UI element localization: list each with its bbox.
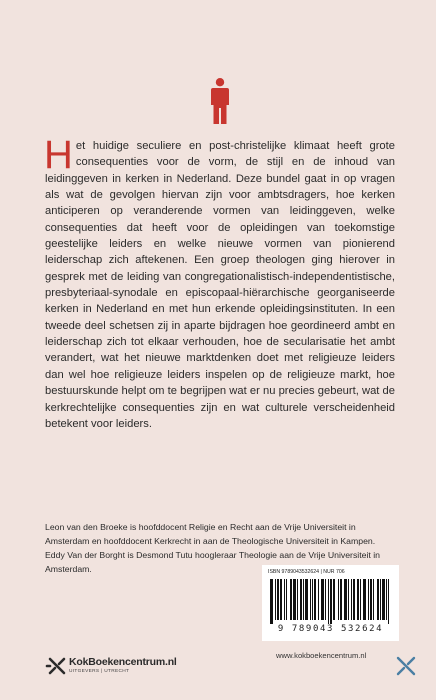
barcode-bar <box>312 579 313 620</box>
barcode-bar <box>284 579 285 620</box>
barcode-bar <box>325 579 326 620</box>
barcode-bar <box>293 579 294 620</box>
barcode-bar <box>368 579 369 620</box>
barcode-bar <box>384 579 385 620</box>
barcode-bar <box>275 579 276 620</box>
barcode-bar <box>295 579 296 620</box>
barcode-bar <box>307 579 308 620</box>
barcode-bar <box>300 579 301 620</box>
drop-cap: H <box>44 133 73 177</box>
barcode-bar <box>314 579 315 620</box>
barcode-bar <box>315 579 316 620</box>
publisher-subtitle: UITGEVERS | UTRECHT <box>69 669 130 674</box>
barcode-bar <box>373 579 374 620</box>
barcode-bar <box>357 579 358 620</box>
barcode-bar <box>290 579 291 620</box>
barcode-bar <box>346 579 347 620</box>
barcode-bar <box>323 579 324 620</box>
barcode-bar <box>345 579 346 620</box>
barcode-bar <box>271 579 272 624</box>
barcode-bar <box>306 579 307 620</box>
isbn-line: ISBN 9789043532624 | NUR 706 <box>268 569 345 575</box>
author-bio-broeke: Leon van den Broeke is hoofddocent Religie en Recht aan de Vrije Universiteit in Amsterdam en hoofddocent Kerkrecht in aan de Theologische Universiteit in Kampen. <box>45 522 376 547</box>
barcode-bar <box>321 579 322 620</box>
barcode-bar <box>301 579 302 620</box>
barcode-bar <box>363 579 364 620</box>
barcode-bar <box>334 579 335 620</box>
barcode-bar <box>305 579 306 620</box>
barcode-bar <box>377 579 378 620</box>
barcode-bar <box>286 579 287 620</box>
barcode-bar <box>358 579 359 620</box>
barcode-bar <box>378 579 379 620</box>
blurb-body: et huidige seculiere en post-christelijke klimaat heeft grote consequenties voor de vorm, de stijl en de inhoud van leidinggeven in kerken in Nederland. Deze bundel gaat in op vragen als wat de gevolgen hiervan zijn voor ambtsdragers, hoe kerken anticiperen op veranderende vormen van leidinggeven, welke consequenties dat heeft voor de opleidingen van toekomstige geestelijke leiders en welke nieuwe vormen van pionierend leiderschap zich aftekenen. Een groep theologen ging hierover in gesprek met de leiding van congregationalistisch-independentistische, presbyteriaal-synodale en episcopaal-hiërarchische georganiseerde kerken in Nederland en met hun erkende opleidingsinstituten. In een tweede deel schetsen zij in aparte bijdragen hoe geordineerd ambt en leiderschap zich tot elkaar verhouden, hoe de secularisatie het ambt verandert, wat het nieuwe marktdenken doet met religieuze leiders dan wel hoe religieuze leiders inspelen op de religieuze markt, hoe bestuurskunde helpt om te begrijpen wat er nu precies gebeurt, wat de kerkrechtelijke consequenties zijn en wat culturele verscheidenheid betekent voor leiders. <box>45 140 395 430</box>
barcode-bar <box>340 579 341 620</box>
publisher-website: www.kokboekencentrum.nl <box>276 651 367 660</box>
barcode-bar <box>370 579 371 620</box>
barcode-bar <box>380 579 381 620</box>
person-figure-icon <box>210 78 230 124</box>
barcode-bar <box>360 579 361 620</box>
barcode-bar <box>351 579 352 620</box>
barcode-bar <box>278 579 279 620</box>
barcode-bar <box>383 579 384 620</box>
barcode-bar <box>344 579 345 620</box>
barcode-bar <box>331 579 332 624</box>
back-cover-blurb <box>44 133 395 432</box>
barcode-bar <box>280 579 281 620</box>
barcode-bar <box>354 579 355 620</box>
barcode-bar <box>371 579 372 620</box>
barcode-bar <box>382 579 383 620</box>
barcode-bar <box>303 579 304 620</box>
barcode-bars <box>270 579 391 624</box>
barcode-bar <box>333 579 334 620</box>
barcode-bar <box>297 579 298 620</box>
barcode-number: 9 789043 532624 <box>277 624 384 634</box>
barcode-bar <box>330 579 331 624</box>
barcode-bar <box>364 579 365 620</box>
barcode-bar <box>272 579 273 624</box>
barcode-bar <box>338 579 339 620</box>
barcode-bar <box>318 579 319 620</box>
publisher-name: KokBoekencentrum.nl <box>69 656 177 668</box>
barcode-bar <box>310 579 311 620</box>
barcode-bar <box>348 579 349 620</box>
barcode-bar <box>294 579 295 620</box>
barcode-bar <box>291 579 292 620</box>
barcode-bar <box>353 579 354 620</box>
barcode-bar <box>281 579 282 620</box>
barcode-bar <box>328 579 329 624</box>
barcode-bar <box>365 579 366 620</box>
barcode-box <box>262 565 399 641</box>
barcode-bar <box>388 579 389 624</box>
barcode-bar <box>386 579 387 620</box>
kok-boekencentrum-logo-icon <box>45 654 69 678</box>
barcode-bar <box>341 579 342 620</box>
barcode-bar <box>277 579 278 620</box>
barcode-bar <box>270 579 271 624</box>
x-mark-icon <box>393 653 419 679</box>
barcode-bar <box>322 579 323 620</box>
author-bio-borght: Eddy Van der Borght is Desmond Tutu hoogleraar Theologie aan de Vrije Universiteit in Amsterdam. <box>45 550 380 575</box>
